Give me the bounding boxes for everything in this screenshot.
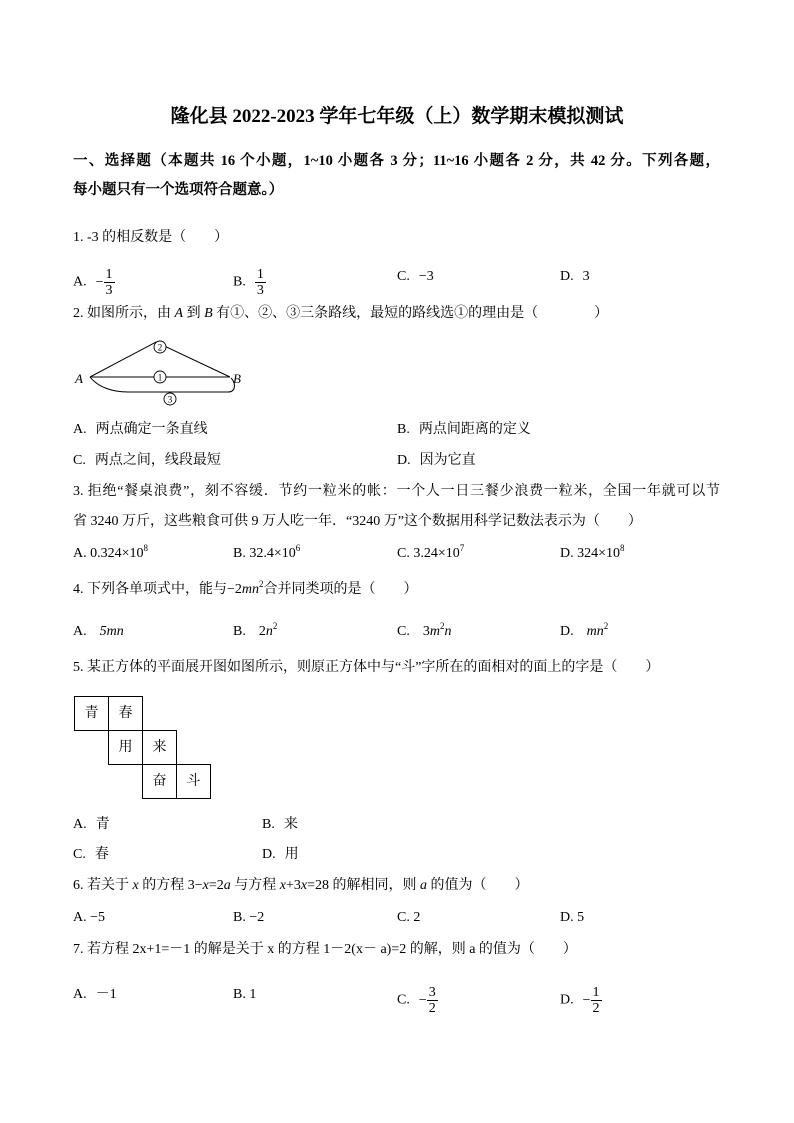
q4-option-c-coef: 3 [422, 624, 430, 639]
q4-option-b-label: B. [233, 624, 246, 639]
q4-option-c-exponent: 2 [439, 621, 445, 631]
q4-option-d-label: D. [560, 624, 574, 639]
q5-option-d-label: D. [262, 847, 276, 862]
q4-option-c [397, 622, 451, 642]
q7-option-a-label: A. [73, 987, 87, 1002]
q2-option-b [397, 420, 531, 440]
q6-stem-var: a [420, 878, 427, 893]
q7-option-b-value: 1 [249, 987, 257, 1002]
q1-option-b-denominator: 3 [256, 283, 264, 298]
q4-stem-exponent: 2 [259, 579, 264, 589]
q7-option-d-fraction [591, 985, 602, 1016]
q7-option-d-numerator: 1 [592, 985, 600, 1000]
q1-option-d-value: 3 [582, 269, 590, 284]
q2-option-c-label: C. [73, 453, 86, 468]
q7-option-d-sign: − [582, 992, 591, 1008]
question-4-stem [73, 580, 418, 600]
q6-option-a [73, 908, 105, 928]
q6-stem-var: a [223, 878, 231, 893]
q1-option-c [397, 267, 434, 287]
q3-option-d-base: 324×10 [577, 546, 621, 561]
q4-stem-part: 合并同类项的是（ ） [263, 582, 418, 597]
q7-option-c-sign: − [418, 992, 427, 1008]
q2-option-d-label: D. [397, 453, 411, 468]
q2-stem-part: 有①、②、③三条路线，最短的路线选①的理由是（ ） [212, 306, 609, 321]
q5-option-a-value: 青 [95, 817, 110, 832]
q6-option-d-label: D. [560, 910, 574, 925]
q6-option-b-value: −2 [249, 910, 265, 925]
q3-option-b [233, 544, 300, 564]
q1-option-d [560, 267, 590, 287]
q3-option-b-base: 32.4×10 [249, 546, 296, 561]
q4-stem-part: 4. 下列各单项式中，能与−2 [73, 582, 242, 597]
q2-stem-point-a: A [174, 306, 184, 321]
q2-option-a-value: 两点确定一条直线 [95, 422, 208, 437]
q7-option-c-label: C. [397, 992, 410, 1008]
q1-option-a [73, 267, 115, 298]
q6-option-a-value: −5 [90, 910, 106, 925]
q2-option-d [397, 451, 476, 471]
q1-option-a-denominator: 3 [105, 283, 113, 298]
q3-option-a-exponent: 8 [143, 543, 149, 553]
q3-option-d-exponent: 8 [620, 543, 625, 553]
q6-stem-var: x [279, 878, 286, 893]
section-heading-line2: 每小题只有一个选项符合题意。） [73, 182, 284, 198]
q6-stem-part: +3 [285, 878, 301, 893]
q1-option-b-label: B. [233, 274, 246, 290]
q1-option-d-label: D. [560, 269, 574, 284]
q6-stem-part: 的方程 3− [138, 878, 203, 893]
q7-option-a [73, 985, 117, 1005]
q6-stem-var: x [132, 878, 139, 893]
q3-option-c-base: 3.24×10 [413, 546, 460, 561]
point-b-label: B [233, 371, 241, 386]
q6-stem-var: x [202, 878, 209, 893]
q3-option-b-exponent: 6 [295, 543, 301, 553]
q3-option-c-exponent: 7 [459, 543, 465, 553]
q2-option-c-value: 两点之间，线段最短 [94, 453, 221, 468]
q1-option-b-fraction [255, 267, 266, 298]
q2-option-b-label: B. [397, 422, 410, 437]
q4-option-c-var-n: n [444, 624, 452, 639]
q5-option-c [73, 845, 109, 865]
q4-option-a [73, 622, 124, 642]
q5-option-b-value: 来 [283, 817, 298, 832]
q4-option-c-var-m: m [429, 624, 440, 639]
q1-option-a-label: A. [73, 274, 87, 290]
net-cell-yong: 用 [108, 730, 143, 765]
q1-option-b [233, 267, 266, 298]
q5-option-a [73, 815, 110, 835]
q5-option-d-value: 用 [284, 847, 299, 862]
q6-stem-part: =2 [208, 878, 224, 893]
q7-option-b-label: B. [233, 987, 246, 1002]
q3-option-a [73, 544, 148, 564]
q2-option-c [73, 451, 221, 471]
question-3-stem-line2: 省 3240 万斤，这些粮食可供 9 万人吃一年．“3240 万”这个数据用科学记数法表示为（ ） [73, 514, 642, 529]
q4-option-d-var: mn [586, 624, 604, 639]
q1-option-c-label: C. [397, 269, 410, 284]
q2-option-b-value: 两点间距离的定义 [418, 422, 531, 437]
route-3-number: 3 [167, 394, 173, 405]
q2-route-diagram [70, 335, 255, 410]
q1-option-a-numerator: 1 [105, 267, 113, 282]
q4-option-d-exponent: 2 [603, 621, 609, 631]
q6-option-c-label: C. [397, 910, 410, 925]
net-cell-lai: 来 [142, 730, 177, 765]
q7-option-d-denominator: 2 [592, 1001, 600, 1016]
q2-option-a-label: A. [73, 422, 87, 437]
route-2-number: 2 [157, 342, 163, 353]
section-heading-line1: 一、选择题（本题共 16 个小题，1~10 小题各 3 分；11~16 小题各 2 分，共 42 分。下列各题， [73, 153, 720, 169]
q6-stem-part: 6. 若关于 [73, 878, 133, 893]
q1-option-b-numerator: 1 [256, 267, 264, 282]
q6-stem-part: 与方程 [230, 878, 280, 893]
question-6-stem [73, 876, 529, 896]
question-2-stem [73, 304, 608, 324]
q6-option-b-label: B. [233, 910, 246, 925]
q7-option-d-label: D. [560, 992, 574, 1008]
q7-option-c-numerator: 3 [428, 985, 436, 1000]
question-5-stem: 5. 某正方体的平面展开图如图所示，则原正方体中与“斗”字所在的面相对的面上的字是（ ） [73, 660, 660, 675]
q6-option-c-value: 2 [413, 910, 421, 925]
q2-stem-point-b: B [204, 306, 213, 321]
q6-stem-var: x [300, 878, 308, 893]
q7-option-c-fraction [427, 985, 438, 1016]
q6-stem-part: 的值为（ ） [427, 878, 529, 893]
q4-option-c-label: C. [397, 624, 410, 639]
q6-option-d [560, 908, 584, 928]
q5-option-b-label: B. [262, 817, 275, 832]
q3-option-a-base: 0.324×10 [90, 546, 144, 561]
q6-option-a-label: A. [73, 910, 87, 925]
point-a-label: A [75, 371, 83, 386]
page-title: 隆化县 2022-2023 学年七年级（上）数学期末模拟测试 [170, 106, 624, 127]
q4-option-b-var: n [265, 624, 273, 639]
q1-option-a-fraction [104, 267, 115, 298]
q2-option-a [73, 420, 208, 440]
q5-option-c-label: C. [73, 847, 86, 862]
q6-option-c [397, 908, 420, 928]
q3-option-d-label: D. [560, 546, 574, 561]
q2-stem-part: 到 [183, 306, 205, 321]
q1-option-a-sign: − [95, 274, 104, 290]
q7-option-c-denominator: 2 [428, 1001, 436, 1016]
q7-option-d [560, 985, 602, 1016]
q7-option-b [233, 985, 256, 1005]
q7-option-c [397, 985, 438, 1016]
q3-option-b-label: B. [233, 546, 246, 561]
q4-option-b-coef: 2 [258, 624, 266, 639]
q3-option-c-label: C. [397, 546, 410, 561]
q4-option-b-exponent: 2 [272, 621, 278, 631]
q3-option-c [397, 544, 464, 564]
question-3-stem-line1: 3. 拒绝“餐桌浪费”，刻不容缓．节约一粒米的帐：一个人一日三餐少浪费一粒米，全国一年就可以节 [73, 484, 720, 499]
net-cell-dou: 斗 [176, 764, 211, 799]
q7-option-a-value: －1 [95, 987, 117, 1002]
q4-option-b [233, 622, 277, 642]
q5-option-d [262, 845, 299, 865]
net-cell-fen: 奋 [142, 764, 177, 799]
q5-option-a-label: A. [73, 817, 87, 832]
q4-option-a-value: 5mn [99, 624, 124, 639]
q3-option-a-label: A. [73, 546, 87, 561]
q2-option-d-value: 因为它直 [419, 453, 476, 468]
q6-stem-part: =28 的解相同，则 [307, 878, 420, 893]
q4-option-a-label: A. [73, 624, 87, 639]
q2-stem-part: 2. 如图所示，由 [73, 306, 175, 321]
route-1-number: 1 [157, 372, 163, 383]
q5-option-b [262, 815, 298, 835]
q6-option-d-value: 5 [577, 910, 585, 925]
q1-option-c-value: −3 [418, 269, 434, 284]
net-cell-chun: 春 [108, 696, 143, 731]
q4-stem-variables: mn [241, 582, 260, 597]
q4-option-d [560, 622, 608, 642]
question-1-stem: 1. -3 的相反数是（ ） [73, 230, 229, 245]
q6-option-b [233, 908, 264, 928]
q3-option-d [560, 544, 625, 564]
q5-option-c-value: 春 [94, 847, 109, 862]
question-7-stem: 7. 若方程 2x+1=－1 的解是关于 x 的方程 1－2(x－ a)=2 的解，则 a 的值为（ ） [73, 942, 577, 957]
net-cell-qing: 青 [74, 696, 109, 731]
